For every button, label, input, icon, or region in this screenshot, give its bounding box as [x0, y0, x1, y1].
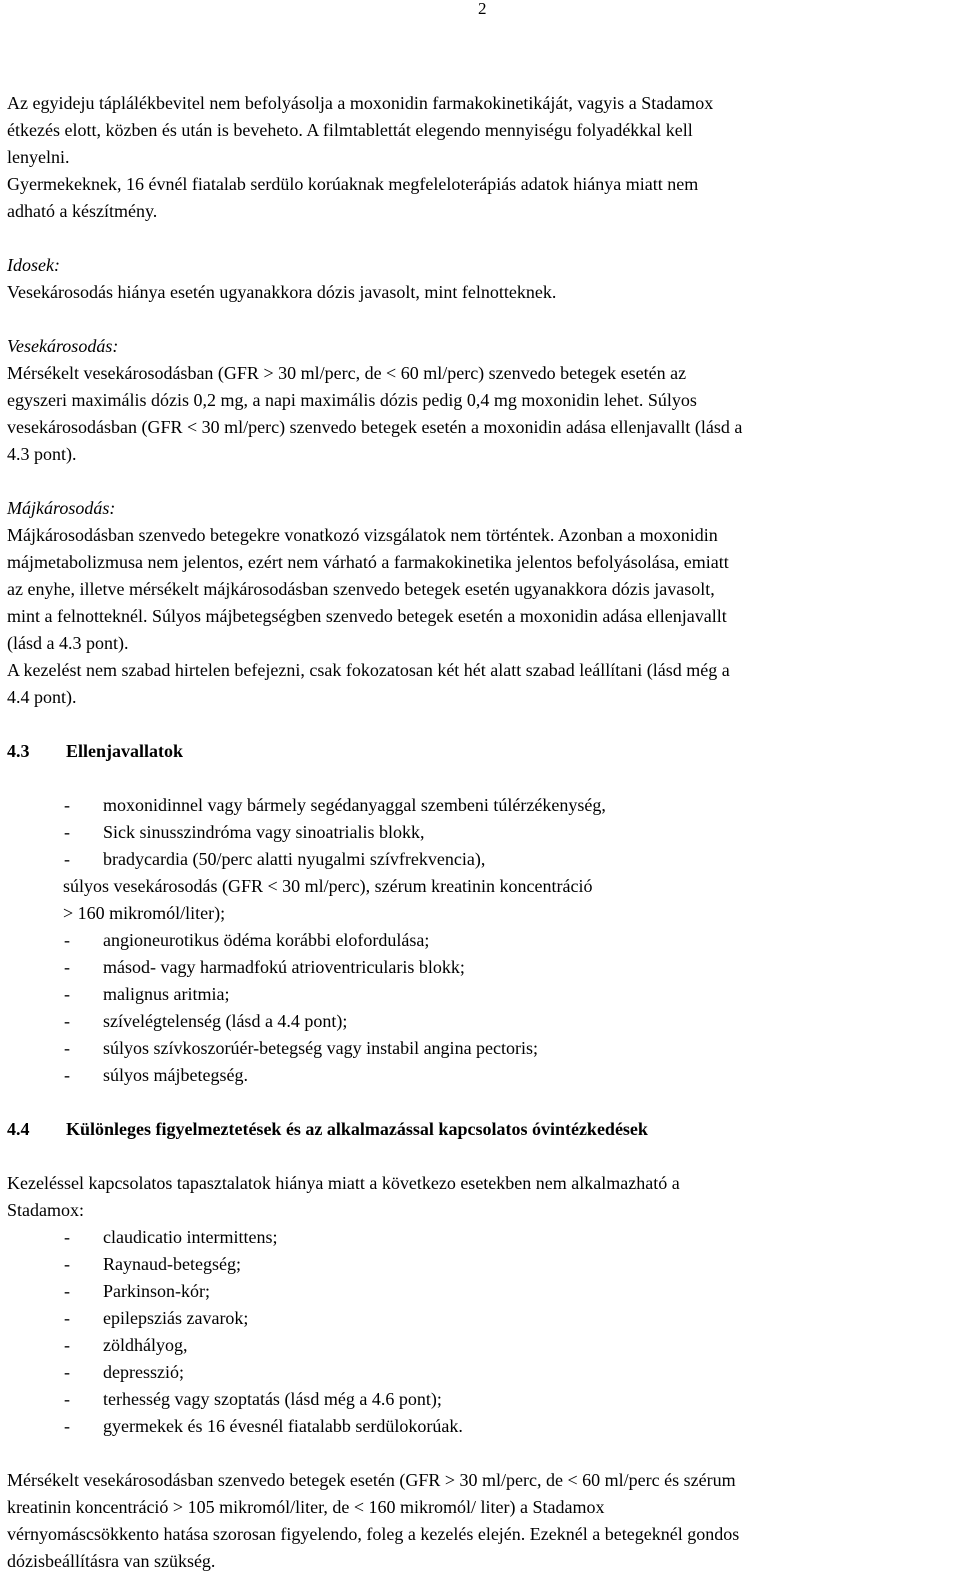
section-heading-4-3	[7, 738, 957, 765]
text-line: Májkárosodásban szenvedo betegekre vonatkozó vizsgálatok nem történtek. Azonban a moxonidin	[7, 525, 718, 545]
list-item	[7, 1413, 957, 1440]
dash-bullet: -	[64, 849, 70, 869]
section-title: Ellenjavallatok	[66, 741, 184, 761]
section-heading-4-4	[7, 1116, 957, 1143]
list-item	[7, 1008, 957, 1035]
dash-bullet: -	[64, 1065, 70, 1085]
intro-paragraph	[7, 90, 957, 225]
dash-bullet: -	[64, 795, 70, 815]
text-line: Vesekárosodás hiánya esetén ugyanakkora dózis javasolt, mint felnotteknek.	[7, 282, 557, 302]
warnings-intro	[7, 1170, 957, 1224]
text-line: A kezelést nem szabad hirtelen befejezni, csak fokozatosan két hét alatt szabad leállítani (lásd még a	[7, 660, 730, 680]
text-line: vérnyomáscsökkento hatása szorosan figyelendo, foleg a kezelés elején. Ezeknél a betegeknél gondos	[7, 1524, 740, 1544]
list-item	[7, 1332, 957, 1359]
list-item-text: súlyos szívkoszorúér-betegség vagy instabil angina pectoris;	[103, 1038, 539, 1058]
renal-heading: Vesekárosodás:	[7, 336, 119, 356]
list-item	[7, 819, 957, 846]
text-line: Kezeléssel kapcsolatos tapasztalatok hiánya miatt a következo esetekben nem alkalmazható a	[7, 1173, 680, 1193]
list-item-text: depresszió;	[103, 1362, 184, 1382]
text-line: dózisbeállításra van szükség.	[7, 1551, 216, 1571]
dash-bullet: -	[64, 822, 70, 842]
dash-bullet: -	[64, 1416, 70, 1436]
text-line: az enyhe, illetve mérsékelt májkárosodásban szenvedo betegek esetén ugyanakkora dózis javasolt,	[7, 579, 715, 599]
dash-bullet: -	[64, 1038, 70, 1058]
text-line: > 160 mikromól/liter);	[63, 903, 226, 923]
text-line: étkezés elott, közben és után is beveheto. A filmtablettát elegendo mennyiségu folyadékkal kell	[7, 120, 693, 140]
text-line: egyszeri maximális dózis 0,2 mg, a napi maximális dózis pedig 0,4 mg moxonidin lehet. Súlyos	[7, 390, 697, 410]
warnings-list	[7, 1224, 957, 1440]
list-item-text: angioneurotikus ödéma korábbi elofordulása;	[103, 930, 430, 950]
list-item	[7, 1359, 957, 1386]
list-item-text: Sick sinusszindróma vagy sinoatrialis blokk,	[103, 822, 425, 842]
list-item-text: malignus aritmia;	[103, 984, 230, 1004]
text-line: kreatinin koncentráció > 105 mikromól/liter, de < 160 mikromól/ liter) a Stadamox	[7, 1497, 605, 1517]
list-item-text: bradycardia (50/perc alatti nyugalmi szívfrekvencia),	[103, 849, 486, 869]
closing-paragraph	[7, 1467, 957, 1575]
text-line: mint a felnotteknél. Súlyos májbetegségben szenvedo betegek esetén a moxonidin adása ellenjavallt	[7, 606, 727, 626]
list-item	[7, 1224, 957, 1251]
renal-section	[7, 333, 957, 468]
list-item-text: szívelégtelenség (lásd a 4.4 pont);	[103, 1011, 348, 1031]
text-line: vesekárosodásban (GFR < 30 ml/perc) szenvedo betegek esetén a moxonidin adása ellenjavallt (lásd a	[7, 417, 743, 437]
list-item	[7, 954, 957, 981]
section-number: 4.4	[7, 1119, 30, 1139]
list-item-text: gyermekek és 16 évesnél fiatalabb serdülokorúak.	[103, 1416, 463, 1436]
list-item-text: zöldhályog,	[103, 1335, 188, 1355]
dash-bullet: -	[64, 984, 70, 1004]
text-line: Stadamox:	[7, 1200, 84, 1220]
list-item	[7, 846, 957, 873]
contraindications-list	[7, 792, 957, 873]
dash-bullet: -	[64, 1308, 70, 1328]
text-line: 4.4 pont).	[7, 687, 77, 707]
text-line: (lásd a 4.3 pont).	[7, 633, 129, 653]
text-line: Mérsékelt vesekárosodásban (GFR > 30 ml/perc, de < 60 ml/perc) szenvedo betegek esetén az	[7, 363, 687, 383]
list-item-text: másod- vagy harmadfokú atrioventricularis blokk;	[103, 957, 465, 977]
elderly-section	[7, 252, 957, 306]
text-line: súlyos vesekárosodás (GFR < 30 ml/perc), szérum kreatinin koncentráció	[63, 876, 593, 896]
dash-bullet: -	[64, 1227, 70, 1247]
dash-bullet: -	[64, 957, 70, 977]
section-number: 4.3	[7, 741, 30, 761]
list-item-text: terhesség vagy szoptatás (lásd még a 4.6 pont);	[103, 1389, 442, 1409]
list-item-text: moxonidinnel vagy bármely segédanyaggal szembeni túlérzékenység,	[103, 795, 606, 815]
list-item	[7, 792, 957, 819]
hepatic-heading: Májkárosodás:	[7, 498, 116, 518]
list-item	[7, 1035, 957, 1062]
dash-bullet: -	[64, 1362, 70, 1382]
document-body	[7, 90, 957, 1575]
elderly-heading: Idosek:	[7, 255, 60, 275]
page-number: 2	[478, 0, 487, 18]
dash-bullet: -	[64, 1011, 70, 1031]
dash-bullet: -	[64, 1335, 70, 1355]
list-item	[7, 981, 957, 1008]
text-line: májmetabolizmusa nem jelentos, ezért nem várható a farmakokinetika jelentos befolyásolása, emiatt	[7, 552, 729, 572]
list-item-text: epilepsziás zavarok;	[103, 1308, 249, 1328]
list-item	[7, 1386, 957, 1413]
list-item	[7, 1305, 957, 1332]
contraindications-list-continued	[7, 927, 957, 1089]
text-line: Mérsékelt vesekárosodásban szenvedo betegek esetén (GFR > 30 ml/perc, de < 60 ml/perc és szérum	[7, 1470, 736, 1490]
text-line: adható a készítmény.	[7, 201, 158, 221]
list-item-text: Raynaud-betegség;	[103, 1254, 241, 1274]
list-item-text: súlyos májbetegség.	[103, 1065, 248, 1085]
dash-bullet: -	[64, 1389, 70, 1409]
list-item-text: claudicatio intermittens;	[103, 1227, 278, 1247]
list-item-text: Parkinson-kór;	[103, 1281, 210, 1301]
section-title: Különleges figyelmeztetések és az alkalmazással kapcsolatos óvintézkedések	[66, 1119, 648, 1139]
hepatic-section	[7, 495, 957, 711]
dash-bullet: -	[64, 930, 70, 950]
text-line: Az egyideju táplálékbevitel nem befolyásolja a moxonidin farmakokinetikáját, vagyis a Stadamox	[7, 93, 714, 113]
dash-bullet: -	[64, 1281, 70, 1301]
dash-bullet: -	[64, 1254, 70, 1274]
list-item	[7, 1278, 957, 1305]
list-item	[7, 1062, 957, 1089]
text-line: 4.3 pont).	[7, 444, 77, 464]
text-line: lenyelni.	[7, 147, 70, 167]
text-line: Gyermekeknek, 16 évnél fiatalab serdülo korúaknak megfeleloterápiás adatok hiánya miatt nem	[7, 174, 699, 194]
list-item	[7, 1251, 957, 1278]
list-item	[7, 927, 957, 954]
